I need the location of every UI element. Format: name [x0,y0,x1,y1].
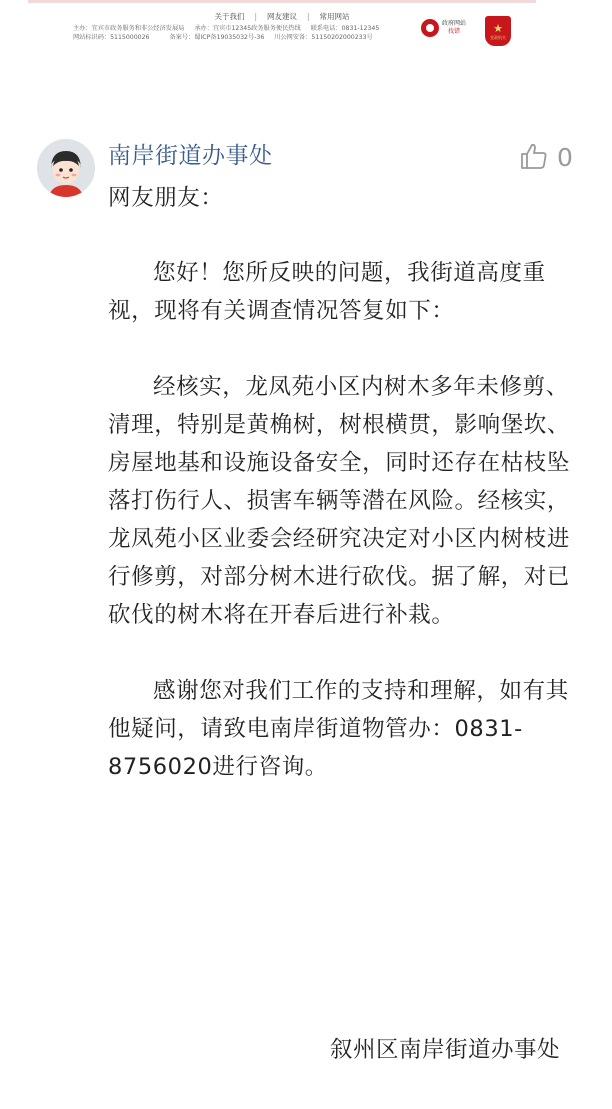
like-button[interactable] [519,141,573,175]
gov-site-error-icon [421,19,439,37]
replier-name[interactable]: 南岸街道办事处 [108,143,273,169]
footer-police-record[interactable]: 川公网安备：51150202000233号 [274,34,373,41]
footer-link-about[interactable]: 关于我们 [214,12,245,21]
footer-icp[interactable]: 备案号：蜀ICP备19035032号-36 [169,34,265,41]
reply-content [108,179,584,786]
footer-link-suggestions[interactable]: 网友建议 [267,12,297,21]
gov-badge-action: 找错 [448,28,461,35]
party-emblem-icon[interactable]: ★ 党政机关 [485,16,511,46]
footer-separator: | [254,12,257,21]
thumbs-up-icon [519,141,549,175]
reply-paragraph-findings: 经核实，龙凤苑小区内树木多年未修剪、清理，特别是黄桷树，树根横贯，影响堡坎、房屋地基和设施设备安全，同时还存在枯枝坠落打伤行人、损害车辆等潜在风险。经核实，龙凤苑小区业委会经研究决定对小区内树枝进行修剪，对部分树木进行砍伐。据了解，对已砍伐的树木将在开春后进行补栽。 [108,374,571,628]
footer-separator: | [307,12,310,21]
reply-greeting: 网友朋友： [108,185,224,211]
reply-signature: 叙州区南岸街道办事处 [329,1037,560,1063]
reply-paragraph-contact: 感谢您对我们工作的支持和理解，如有其他疑问，请致电南岸街道物管办：0831-8756020进行咨询。 [108,678,569,780]
reply-paragraph-intro: 您好！您所反映的问题，我街道高度重视，现将有关调查情况答复如下： [108,260,546,324]
footer-link-common-sites[interactable]: 常用网站 [319,12,350,21]
gov-site-error-badge[interactable] [421,16,477,40]
site-footer [28,0,536,50]
footer-site-id: 网站标识码：5115000026 [73,34,150,41]
gov-badge-title: 政府网站 [442,20,467,27]
footer-phone: 联系电话：0831-12345 [310,25,380,32]
footer-organizer: 承办：宜宾市12345政务服务便民热线 [194,25,301,32]
emblem-label: 党政机关 [490,34,506,40]
cartoon-avatar-icon [37,139,95,197]
like-count: 0 [557,143,573,172]
footer-info [73,24,379,42]
footer-sponsor: 主办：宜宾市政务服务和非公经济发展局 [73,25,185,32]
